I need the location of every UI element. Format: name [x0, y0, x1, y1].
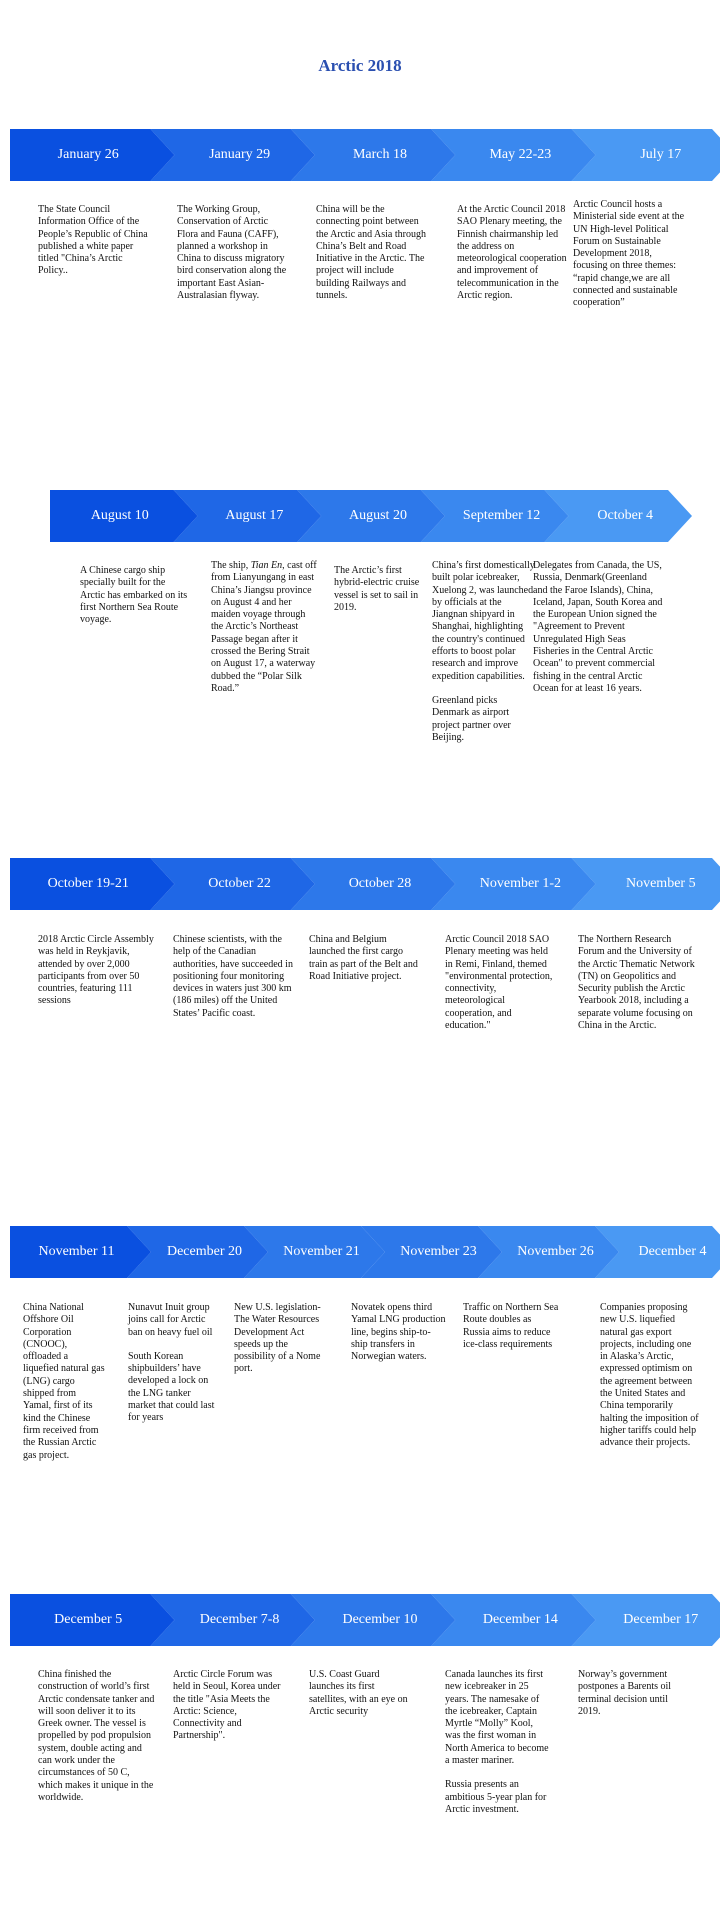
description-text: China finished the construction of world’s first Arctic condensate tanker and will soon deliver it to its Greek owner. The vessel is propelled by pod propulsion system, double acting and can work under the circumstances of 50 C, which makes it unique in the worldwide. [38, 1669, 155, 1803]
event-description [573, 199, 688, 310]
event-date: October 4 [597, 508, 653, 523]
event-date: November 5 [625, 876, 696, 891]
timeline-row [50, 490, 692, 542]
event-date: October 28 [348, 876, 412, 891]
description-text: Nunavut Inuit group joins call for Arctic ban on heavy fuel oil [128, 1302, 213, 1338]
event-description [211, 560, 317, 695]
event-date: November 23 [400, 1244, 477, 1259]
event-date: August 20 [349, 508, 407, 523]
event-date: August 10 [90, 508, 149, 523]
description-text: Traffic on Northern Sea Route doubles as Russia aims to reduce ice-class requirements [463, 1302, 559, 1350]
description-text: China and Belgium launched the first cargo train as part of the Belt and Road Initiative project. [309, 934, 418, 982]
description-text-secondary: Greenland picks Denmark as airport project partner over Beijing. [432, 694, 511, 743]
event-description [38, 934, 156, 1008]
description-text: The ship, [211, 560, 251, 571]
event-date: November 1-2 [479, 876, 562, 891]
description-text: The State Council Information Office of the People’s Republic of China published a white paper titled "China’s Arctic Policy.. [38, 204, 148, 277]
event-description [457, 204, 569, 302]
event-description [316, 204, 428, 302]
timeline-row [10, 858, 720, 910]
event-description [38, 204, 148, 278]
event-description [463, 1302, 559, 1351]
event-date: December 14 [482, 1612, 558, 1627]
description-text: Arctic Circle Forum was held in Seoul, Korea under the title "Asia Meets the Arctic: Science, Connectivity and Partnership". [173, 1669, 281, 1742]
event-date: December 17 [623, 1612, 699, 1627]
event-description [23, 1302, 105, 1462]
description-text: China National Offshore Oil Corporation (CNOOC), offloaded a liquefied natural gas (LNG) cargo shipped from Yamal, first of its kind the Chinese firm received from the Russian Arctic gas project. [23, 1302, 105, 1461]
event-date: October 22 [208, 876, 271, 891]
event-date: October 19-21 [47, 876, 129, 891]
description-text: A Chinese cargo ship specially built for the Arctic has embarked on its first Northern Sea Route voyage. [80, 565, 188, 626]
description-text: China’s first domestically built polar icebreaker, Xuelong 2, was launched by officials at the Jiangnan shipyard in Shanghai, highlighting the country's continued efforts to boost polar research and improve expedition capabilities. [432, 560, 535, 682]
event-description [578, 1669, 690, 1718]
event-date: January 29 [209, 147, 271, 162]
page-title: Arctic 2018 [318, 56, 402, 75]
description-text: China will be the connecting point between the Arctic and Asia through China’s Belt and Road Initiative in the Arctic. The project will include building Railways and tunnels. [316, 204, 426, 302]
event-description [128, 1302, 216, 1425]
event-description [309, 1669, 413, 1718]
event-date: December 7-8 [199, 1612, 280, 1627]
event-description [309, 934, 423, 983]
description-text: U.S. Coast Guard launches its first satellites, with an eye on Arctic security [309, 1669, 408, 1717]
event-description [445, 1669, 549, 1816]
event-description [578, 934, 698, 1032]
timeline-row [10, 1226, 720, 1278]
description-text: Companies proposing new U.S. liquefied natural gas export projects, including one in Alaska’s Arctic, expressed optimism on the agreement between the United States and China temporarily halting the imposition of higher tariffs could help advance their projects. [600, 1302, 699, 1449]
event-description [38, 1669, 156, 1804]
event-description [80, 565, 188, 626]
description-text: Arctic Council 2018 SAO Plenary meeting was held in Remi, Finland, themed "environmental protection, connectivity, meteorological cooperation, and education." [445, 934, 553, 1032]
event-date: November 21 [283, 1244, 360, 1259]
description-text: The Working Group, Conservation of Arctic Flora and Fauna (CAFF), planned a workshop in China to discuss migratory bird conservation along the important East Asian-Australasian flyway. [177, 204, 287, 302]
event-date: December 20 [166, 1244, 243, 1259]
event-date: December 4 [638, 1244, 707, 1259]
description-text: Arctic Council hosts a Ministerial side event at the UN High-level Political Forum on Sustainable Development 2018, focusing on three themes: “rapid change,we are all connected and sustainable cooperation” [573, 199, 685, 309]
description-text: The Northern Research Forum and the University of the Arctic Thematic Network (TN) on Geopolitics and Security publish the Arctic Yearbook 2018, including a separate volume focusing on China in the Arctic. [578, 934, 695, 1032]
description-text: Delegates from Canada, the US, Russia, Denmark(Greenland and the Faroe Islands), China, Iceland, Japan, South Korea and the European Union signed the "Agreement to Prevent Unregulated High Seas Fisheries in the Central Arctic Ocean" to prevent commercial fishing in the central Arctic Ocean for at least 16 years. [533, 560, 663, 694]
description-text-secondary: Russia presents an ambitious 5-year plan for Arctic investment. [445, 1779, 547, 1815]
event-date: May 22-23 [489, 147, 552, 162]
event-description [173, 1669, 287, 1743]
event-description [334, 565, 430, 614]
event-description [234, 1302, 330, 1376]
event-description [445, 934, 555, 1032]
event-date: March 18 [352, 147, 408, 162]
event-description [533, 560, 663, 695]
event-description [432, 560, 536, 744]
description-text: Norway’s government postpones a Barents oil terminal decision until 2019. [578, 1669, 672, 1717]
event-date: September 12 [462, 508, 541, 523]
event-description [351, 1302, 447, 1363]
event-description [177, 204, 291, 302]
event-date: November 26 [517, 1244, 594, 1259]
description-text: Novatek opens third Yamal LNG production line, begins ship-to-ship transfers in Norwegian waters. [351, 1302, 446, 1363]
ship-name: Tian En [250, 560, 283, 571]
event-description [600, 1302, 700, 1450]
event-date: November 11 [38, 1244, 115, 1259]
event-date: December 10 [342, 1612, 418, 1627]
event-date: July 17 [640, 147, 682, 162]
description-text: New U.S. legislation-The Water Resources Development Act speeds up the possibility of a Nome port. [234, 1302, 321, 1375]
description-text: At the Arctic Council 2018 SAO Plenary meeting, the Finnish chairmanship led the address on meteorological cooperation and improvement of telecommunication in the Arctic region. [457, 204, 567, 302]
description-text: 2018 Arctic Circle Assembly was held in Reykjavik, attended by over 2,000 participants from over 50 countries, featuring 111 sessions [38, 934, 154, 1007]
event-date: August 17 [225, 508, 284, 523]
event-date: January 26 [57, 147, 119, 162]
event-description [173, 934, 297, 1020]
timeline-row [10, 1594, 720, 1646]
description-text: Chinese scientists, with the help of the Canadian authorities, have succeeded in positioning four monitoring devices in waters just 300 km (186 miles) off the United States’ Pacific coast. [173, 934, 293, 1019]
description-text: Canada launches its first new icebreaker in 25 years. The namesake of the icebreaker, Captain Myrtle “Molly” Kool, was the first woman in North America to become a master mariner. [445, 1669, 549, 1767]
description-text-secondary: South Korean shipbuilders’ have developed a lock on the LNG tanker market that could last for years [128, 1350, 215, 1424]
timeline-row [10, 129, 720, 181]
description-text: , cast off from Lianyungang in east China’s Jiangsu province on August 4 and her maiden voyage through the Arctic’s Northeast Passage began after it crossed the Bering Strait on August 17, a waterway dubbed the “Polar Silk Road.” [211, 560, 317, 694]
description-text: The Arctic’s first hybrid-electric cruise vessel is set to sail in 2019. [334, 565, 420, 613]
event-date: December 5 [54, 1612, 123, 1627]
